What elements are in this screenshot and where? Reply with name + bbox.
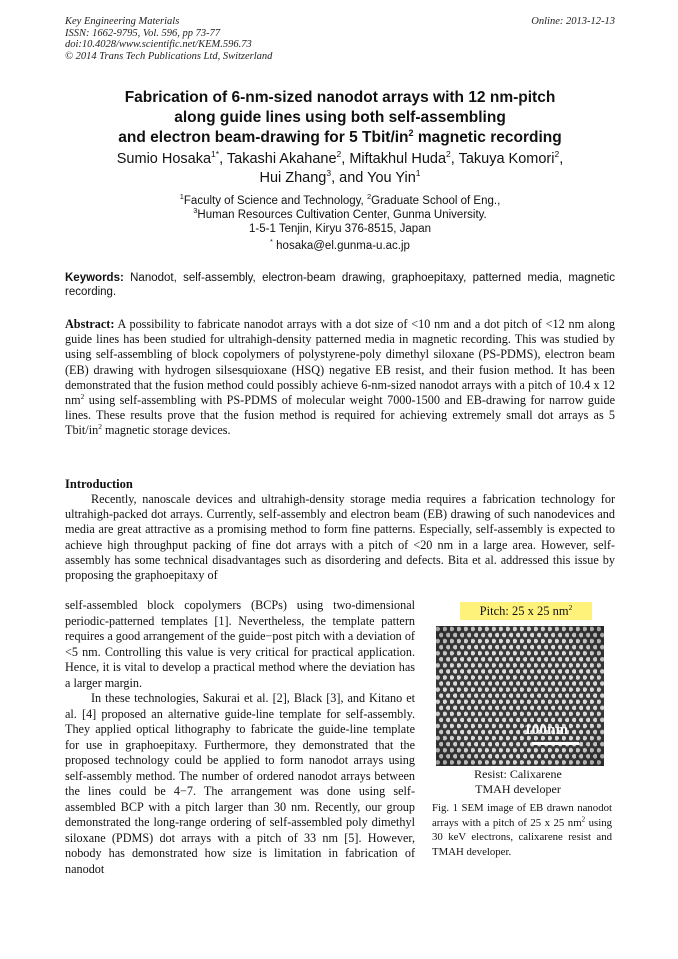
scale-bar-label: 100nm <box>524 722 569 738</box>
affiliation-line-1: $^1$Faculty of Science and Technology, $^2$Graduate School of Eng., <box>179 192 501 207</box>
title-line-1: Fabrication of 6-nm-sized nanodot arrays with 12 nm-pitch <box>124 89 556 106</box>
title-line-2: along guide lines using both self-assembling <box>174 109 506 126</box>
resist-label: Resist: Calixarene TMAH developer <box>474 767 562 796</box>
keywords-text: Nanodot, self-assembly, electron-beam drawing, graphoepitaxy, patterned media, magnetic recording. <box>65 272 615 298</box>
pitch-label: Pitch: 25 x 25 $nm^2$ <box>460 602 592 620</box>
paper-title <box>60 88 620 148</box>
abstract: Abstract: A possibility to fabricate nanodot arrays with a dot size of <10 nm and a dot pitch of <12 nm along guide lines has been studied for ultrahigh-density patterned media in magnetic recording. This was studied by using self-assembling of block copolymers of polystyrene-poly dimethyl siloxane (PS-PDMS), electron beam (EB) drawing with hydrogen silsesquioxane (HSQ) negative EB resist, and their fusion method. It has been demonstrated that the fusion method could possibly achieve 6-nm-sized nanodot arrays with a pitch of 10.4 x 12 $nm^2$ using self-assembling with PS-PDMS of molecular weight 7000-1500 and EB-drawing for narrow guide lines. These results prove that the fusion method is required for achieving extremely small dot arrays as 5 Tbit/$in^2$ magnetic storage devices. <box>65 317 615 438</box>
intro-paragraph-2: In these technologies, Sakurai et al. [2], Black [3], and Kitano et al. [4] proposed an alternative guide-line template for self-assembly. They applied optical lithography to fabricate the guide-line template for use in graphoepitaxy. Furthermore, they demonstrated that the proposed technology could be applied to form nanodot arrays using self-assembly method. The number of ordered nanodot arrays between the lines could be 4−7. The arrangement was done using self-assembled BCP with a pitch larger than 30 nm. Recently, our group demonstrated the long-range ordering of self-assembled poly dimethyl siloxane (PDMS) dot arrays with a pitch of 33 nm [5]. However, nobody has demonstrated how size is limitation in fabrication of nanodot <box>65 691 415 876</box>
intro-paragraph-1: Recently, nanoscale devices and ultrahigh-density storage media requires a fabrication technology for ultrahigh-packed dot arrays. Currently, self-assembly and electron beam (EB) drawing of such nanodevices and media are great attractive as a promising method to form fine patterns. Especially, self-assembly is expected to achieve high throughput packing of fine dot arrays with a pitch of <20 nm in a large area. However, self-assembly has some technical disadvantages such as disordering and defects. Bita et al. addressed this issue by proposing the graphoepitaxy of <box>65 492 615 583</box>
author-line-1: Sumio Hosaka$^{1*}$, Takashi Akahane$^2$, Miftakhul Huda$^2$, Takuya Komori$^2$, <box>116 149 564 167</box>
author-list <box>60 150 620 188</box>
issn: ISSN: 1662-9795, Vol. 596, pp 73-77 <box>65 27 221 39</box>
keywords-label: Keywords: <box>65 272 124 284</box>
figure-caption: Fig. 1 SEM image of EB drawn nanodot arrays with a pitch of 25 x 25 $nm^2$ using 30 keV electrons, calixarene resist and TMAH developer. <box>432 802 612 858</box>
affiliation-address: 1-5-1 Tenjin, Kiryu 376-8515, Japan <box>249 223 431 235</box>
section-heading-introduction: Introduction <box>65 477 133 491</box>
journal-header <box>65 16 272 62</box>
online-date: Online: 2013-12-13 <box>531 16 615 27</box>
intro-paragraph-1-cont: self-assembled block copolymers (BCPs) using two-dimensional periodic-patterned templates [1]. Nevertheless, the template pattern requires a good arrangement of the guide−post pitch with a deviation of <5 nm. Controlling this value is very critical for practical application. Hence, it is vital to develop a practical method where the deviation has a larger margin. <box>65 598 415 690</box>
doi: doi:10.4028/www.scientific.net/KEM.596.73 <box>65 39 252 50</box>
abstract-label: Abstract: <box>65 317 115 331</box>
copyright: © 2014 Trans Tech Publications Ltd, Switzerland <box>65 50 273 62</box>
scale-bar <box>532 742 579 745</box>
keywords <box>65 271 615 299</box>
author-line-2: Hui Zhang$^3$, and You Yin$^1$ <box>259 168 421 186</box>
title-line-3: and electron beam-drawing for 5 Tbit/$in^2$ magnetic recording <box>118 127 562 146</box>
affiliation-line-2: $^3$Human Resources Cultivation Center, Gunma University. <box>193 206 487 221</box>
journal-name: Key Engineering Materials <box>65 16 180 27</box>
affiliations <box>60 194 620 253</box>
intro-column-text <box>65 598 415 877</box>
sem-image <box>436 626 604 766</box>
corresponding-email: * hosaka@el.gunma-u.ac.jp <box>270 237 410 252</box>
